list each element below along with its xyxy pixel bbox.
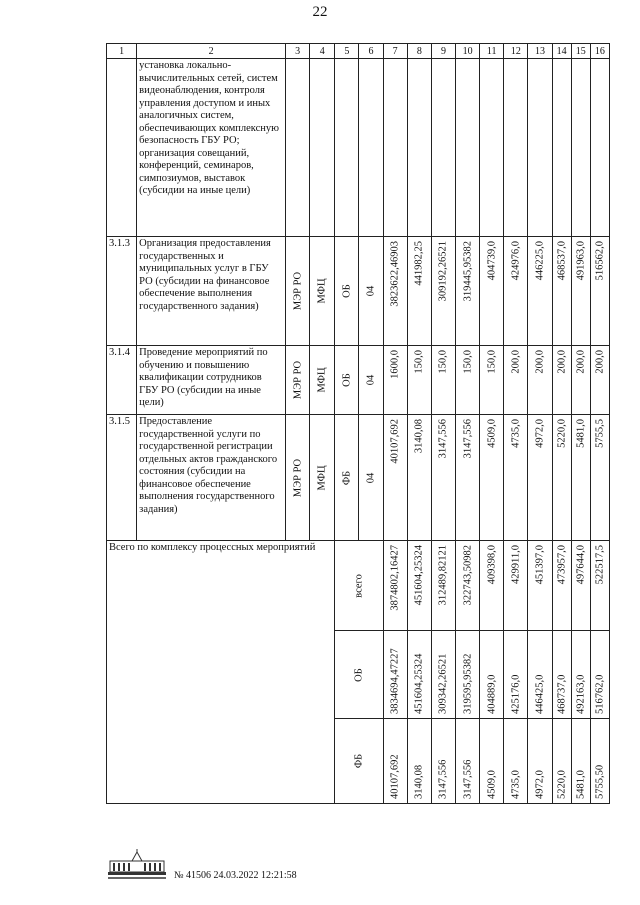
value-cell: 473957,0: [556, 545, 568, 585]
value-cell: 3834694,47227: [389, 648, 401, 714]
value-cell: 491963,0: [575, 241, 587, 281]
col-header: 5: [335, 44, 359, 59]
budget-source: ФБ: [341, 470, 353, 485]
value-cell: 446225,0: [534, 241, 546, 281]
value-cell: 3140,08: [413, 764, 425, 799]
value-cell: 150,0: [437, 350, 449, 374]
row-description: Предоставление государственной услуги по государственной регистрации отдельных актов гражданского состояния (субсидии на финансовое обеспечение выполнения государственного задания): [137, 415, 286, 541]
value-cell: 5481,0: [575, 419, 587, 448]
value-cell: 522517,5: [594, 545, 606, 585]
value-cell: 5755,50: [594, 764, 606, 799]
value-cell: 516762,0: [594, 674, 606, 714]
total-kind: всего: [353, 573, 365, 598]
value-cell: 5220,0: [556, 419, 568, 448]
value-cell: 497644,0: [575, 545, 587, 585]
executor: МЭР РО: [292, 271, 304, 311]
value-cell: 424976,0: [510, 241, 522, 281]
value-cell: 40107,692: [389, 419, 401, 464]
value-cell: 150,0: [462, 350, 474, 374]
code: 04: [365, 472, 377, 483]
col-header: 6: [359, 44, 383, 59]
total-label: Всего по комплексу процессных мероприятий: [107, 541, 335, 804]
value-cell: 3874802,16427: [389, 545, 401, 611]
row-number: 3.1.4: [107, 346, 137, 415]
value-cell: 446425,0: [534, 674, 546, 714]
value-cell: 3823622,46903: [389, 241, 401, 307]
col-header: 9: [431, 44, 455, 59]
value-cell: 200,0: [575, 350, 587, 374]
value-cell: 4735,0: [510, 419, 522, 448]
col-header: 7: [383, 44, 407, 59]
budget-source: ОБ: [341, 373, 353, 387]
value-cell: 4509,0: [486, 770, 498, 799]
value-cell: 1600,0: [389, 350, 401, 379]
column-number-row: [107, 44, 610, 59]
value-cell: 4972,0: [534, 770, 546, 799]
code: 04: [365, 374, 377, 386]
page-number: 22: [312, 4, 328, 20]
col-header: 2: [137, 44, 286, 59]
value-cell: 4735,0: [510, 770, 522, 799]
value-cell: 319445,95382: [462, 241, 474, 302]
value-cell: 309192,26521: [437, 241, 449, 302]
row-number: 3.1.3: [107, 237, 137, 346]
total-row-all: [107, 541, 610, 631]
col-header: 8: [407, 44, 431, 59]
col-header: 10: [456, 44, 480, 59]
document-registration-stamp: № 41506 24.03.2022 12:21:58: [174, 870, 297, 881]
value-cell: 150,0: [486, 350, 498, 374]
value-cell: 451604,25324: [413, 545, 425, 606]
participant: МФЦ: [316, 278, 328, 304]
value-cell: 200,0: [556, 350, 568, 374]
col-header: 12: [504, 44, 528, 59]
value-cell: 40107,692: [389, 754, 401, 799]
value-cell: 3147,556: [462, 759, 474, 799]
col-header: 1: [107, 44, 137, 59]
table-row-continuation: [107, 59, 610, 237]
value-cell: 516562,0: [594, 241, 606, 281]
value-cell: 200,0: [510, 350, 522, 374]
value-cell: 404889,0: [486, 674, 498, 714]
footer: [106, 848, 346, 884]
participant: МФЦ: [316, 464, 328, 491]
value-cell: 429911,0: [510, 545, 522, 584]
row-description: Проведение мероприятий по обучению и повышению квалификации сотрудников ГБУ РО (субсидии на иные цели): [137, 346, 286, 415]
value-cell: 309342,26521: [437, 653, 449, 714]
table-row-3-1-3: [107, 237, 610, 346]
executor: МЭР РО: [292, 360, 304, 400]
value-cell: 312489,82121: [437, 545, 449, 606]
value-cell: 3147,556: [462, 419, 474, 459]
col-header: 13: [528, 44, 552, 59]
value-cell: 5755,5: [594, 419, 606, 448]
col-header: 16: [590, 44, 609, 59]
value-cell: 3140,08: [413, 419, 425, 454]
value-cell: 492163,0: [575, 674, 587, 714]
value-cell: 319595,95382: [462, 653, 474, 714]
value-cell: 451604,25324: [413, 653, 425, 714]
value-cell: 3147,556: [437, 759, 449, 799]
budget-source: ОБ: [341, 284, 353, 298]
executor: МЭР РО: [292, 458, 304, 497]
value-cell: 451397,0: [534, 545, 546, 585]
code: 04: [365, 285, 377, 297]
value-cell: 425176,0: [510, 674, 522, 714]
value-cell: 468737,0: [556, 674, 568, 714]
value-cell: 200,0: [594, 350, 606, 374]
value-cell: 404739,0: [486, 241, 498, 281]
value-cell: 5481,0: [575, 770, 587, 799]
col-header: 11: [480, 44, 504, 59]
col-header: 3: [286, 44, 310, 59]
government-building-stamp-icon: [106, 848, 168, 882]
value-cell: 441982,25: [413, 241, 425, 286]
total-kind: ФБ: [353, 753, 365, 769]
total-kind: ОБ: [353, 667, 365, 682]
participant: МФЦ: [316, 367, 328, 393]
table-row-3-1-5: [107, 415, 610, 541]
value-cell: 322743,50982: [462, 545, 474, 606]
value-cell: 5220,0: [556, 770, 568, 799]
value-cell: 150,0: [413, 350, 425, 374]
row-number: 3.1.5: [107, 415, 137, 541]
col-header: 4: [310, 44, 335, 59]
col-header: 15: [571, 44, 590, 59]
value-cell: 4972,0: [534, 419, 546, 448]
row-description: установка локально-вычислительных сетей, систем видеонаблюдения, контроля управления доступом и иных аналогичных систем, обеспечивающих комплексную безопасность ГБУ РО; организация совещаний, конференций, семинаров, симпозиумов, выставок (субсидии на иные цели): [137, 59, 286, 237]
value-cell: 200,0: [534, 350, 546, 374]
col-header: 14: [552, 44, 571, 59]
row-description: Организация предоставления государственных и муниципальных услуг в ГБУ РО (субсидии на финансовое обеспечение выполнения государственного задания): [137, 237, 286, 346]
value-cell: 4509,0: [486, 419, 498, 448]
value-cell: 409398,0: [486, 545, 498, 585]
programme-table: [106, 43, 610, 804]
value-cell: 3147,556: [437, 419, 449, 459]
table-row-3-1-4: [107, 346, 610, 415]
value-cell: 468537,0: [556, 241, 568, 281]
